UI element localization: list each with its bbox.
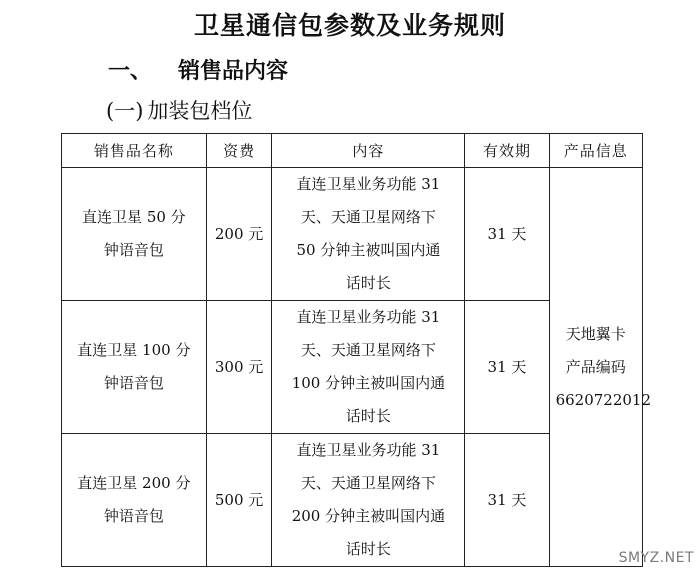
section-number: 一、 <box>108 59 153 84</box>
product-code: 6620722012 <box>555 390 651 409</box>
product-table <box>61 133 651 567</box>
cell-fee: 500 元 <box>206 434 272 567</box>
cell-validity: 31 天 <box>465 434 549 567</box>
header-validity: 有效期 <box>465 134 549 168</box>
cell-content <box>272 434 465 567</box>
header-product-info: 产品信息 <box>549 134 642 168</box>
cell-product-name <box>62 168 207 301</box>
cell-validity: 31 天 <box>465 301 549 434</box>
content-line: 50 分钟主被叫国内通 <box>296 241 441 259</box>
product-info-line: 天地翼卡 <box>565 324 626 343</box>
content-line: 直连卫星业务功能 31 <box>296 175 441 193</box>
content-line: 直连卫星业务功能 31 <box>296 441 441 459</box>
header-product-name: 销售品名称 <box>62 134 207 168</box>
content-line: 话时长 <box>345 274 391 292</box>
cell-fee: 300 元 <box>206 301 272 434</box>
content-line: 话时长 <box>345 540 391 558</box>
cell-validity: 31 天 <box>465 168 549 301</box>
name-line: 钟语音包 <box>103 241 164 259</box>
table-row <box>62 168 643 301</box>
name-line: 直连卫星 50 分 <box>82 208 186 226</box>
site-watermark: SMYZ.NET <box>618 550 694 566</box>
content-line: 100 分钟主被叫国内通 <box>291 374 446 392</box>
cell-content <box>272 168 465 301</box>
name-line: 直连卫星 200 分 <box>77 474 191 492</box>
name-line: 直连卫星 100 分 <box>77 341 191 359</box>
header-fee: 资费 <box>206 134 272 168</box>
content-line: 天、天通卫星网络下 <box>300 341 436 359</box>
subsection-number: (一) <box>106 99 144 123</box>
section-heading <box>108 54 288 85</box>
cell-fee: 200 元 <box>206 168 272 301</box>
content-line: 天、天通卫星网络下 <box>300 208 436 226</box>
name-line: 钟语音包 <box>103 374 164 392</box>
subsection-title: 加装包档位 <box>147 99 253 123</box>
section-title: 销售品内容 <box>178 59 289 84</box>
content-line: 直连卫星业务功能 31 <box>296 308 441 326</box>
document-title: 卫星通信包参数及业务规则 <box>193 11 506 40</box>
cell-product-name <box>62 434 207 567</box>
table-header-row <box>62 134 643 168</box>
name-line: 钟语音包 <box>103 507 164 525</box>
content-line: 200 分钟主被叫国内通 <box>291 507 446 525</box>
content-line: 话时长 <box>345 407 391 425</box>
cell-content <box>272 301 465 434</box>
content-line: 天、天通卫星网络下 <box>300 474 436 492</box>
cell-product-name <box>62 301 207 434</box>
product-info-line: 产品编码 <box>565 357 626 376</box>
cell-product-info <box>549 168 651 567</box>
header-content: 内容 <box>272 134 465 168</box>
subsection-heading <box>106 95 252 125</box>
